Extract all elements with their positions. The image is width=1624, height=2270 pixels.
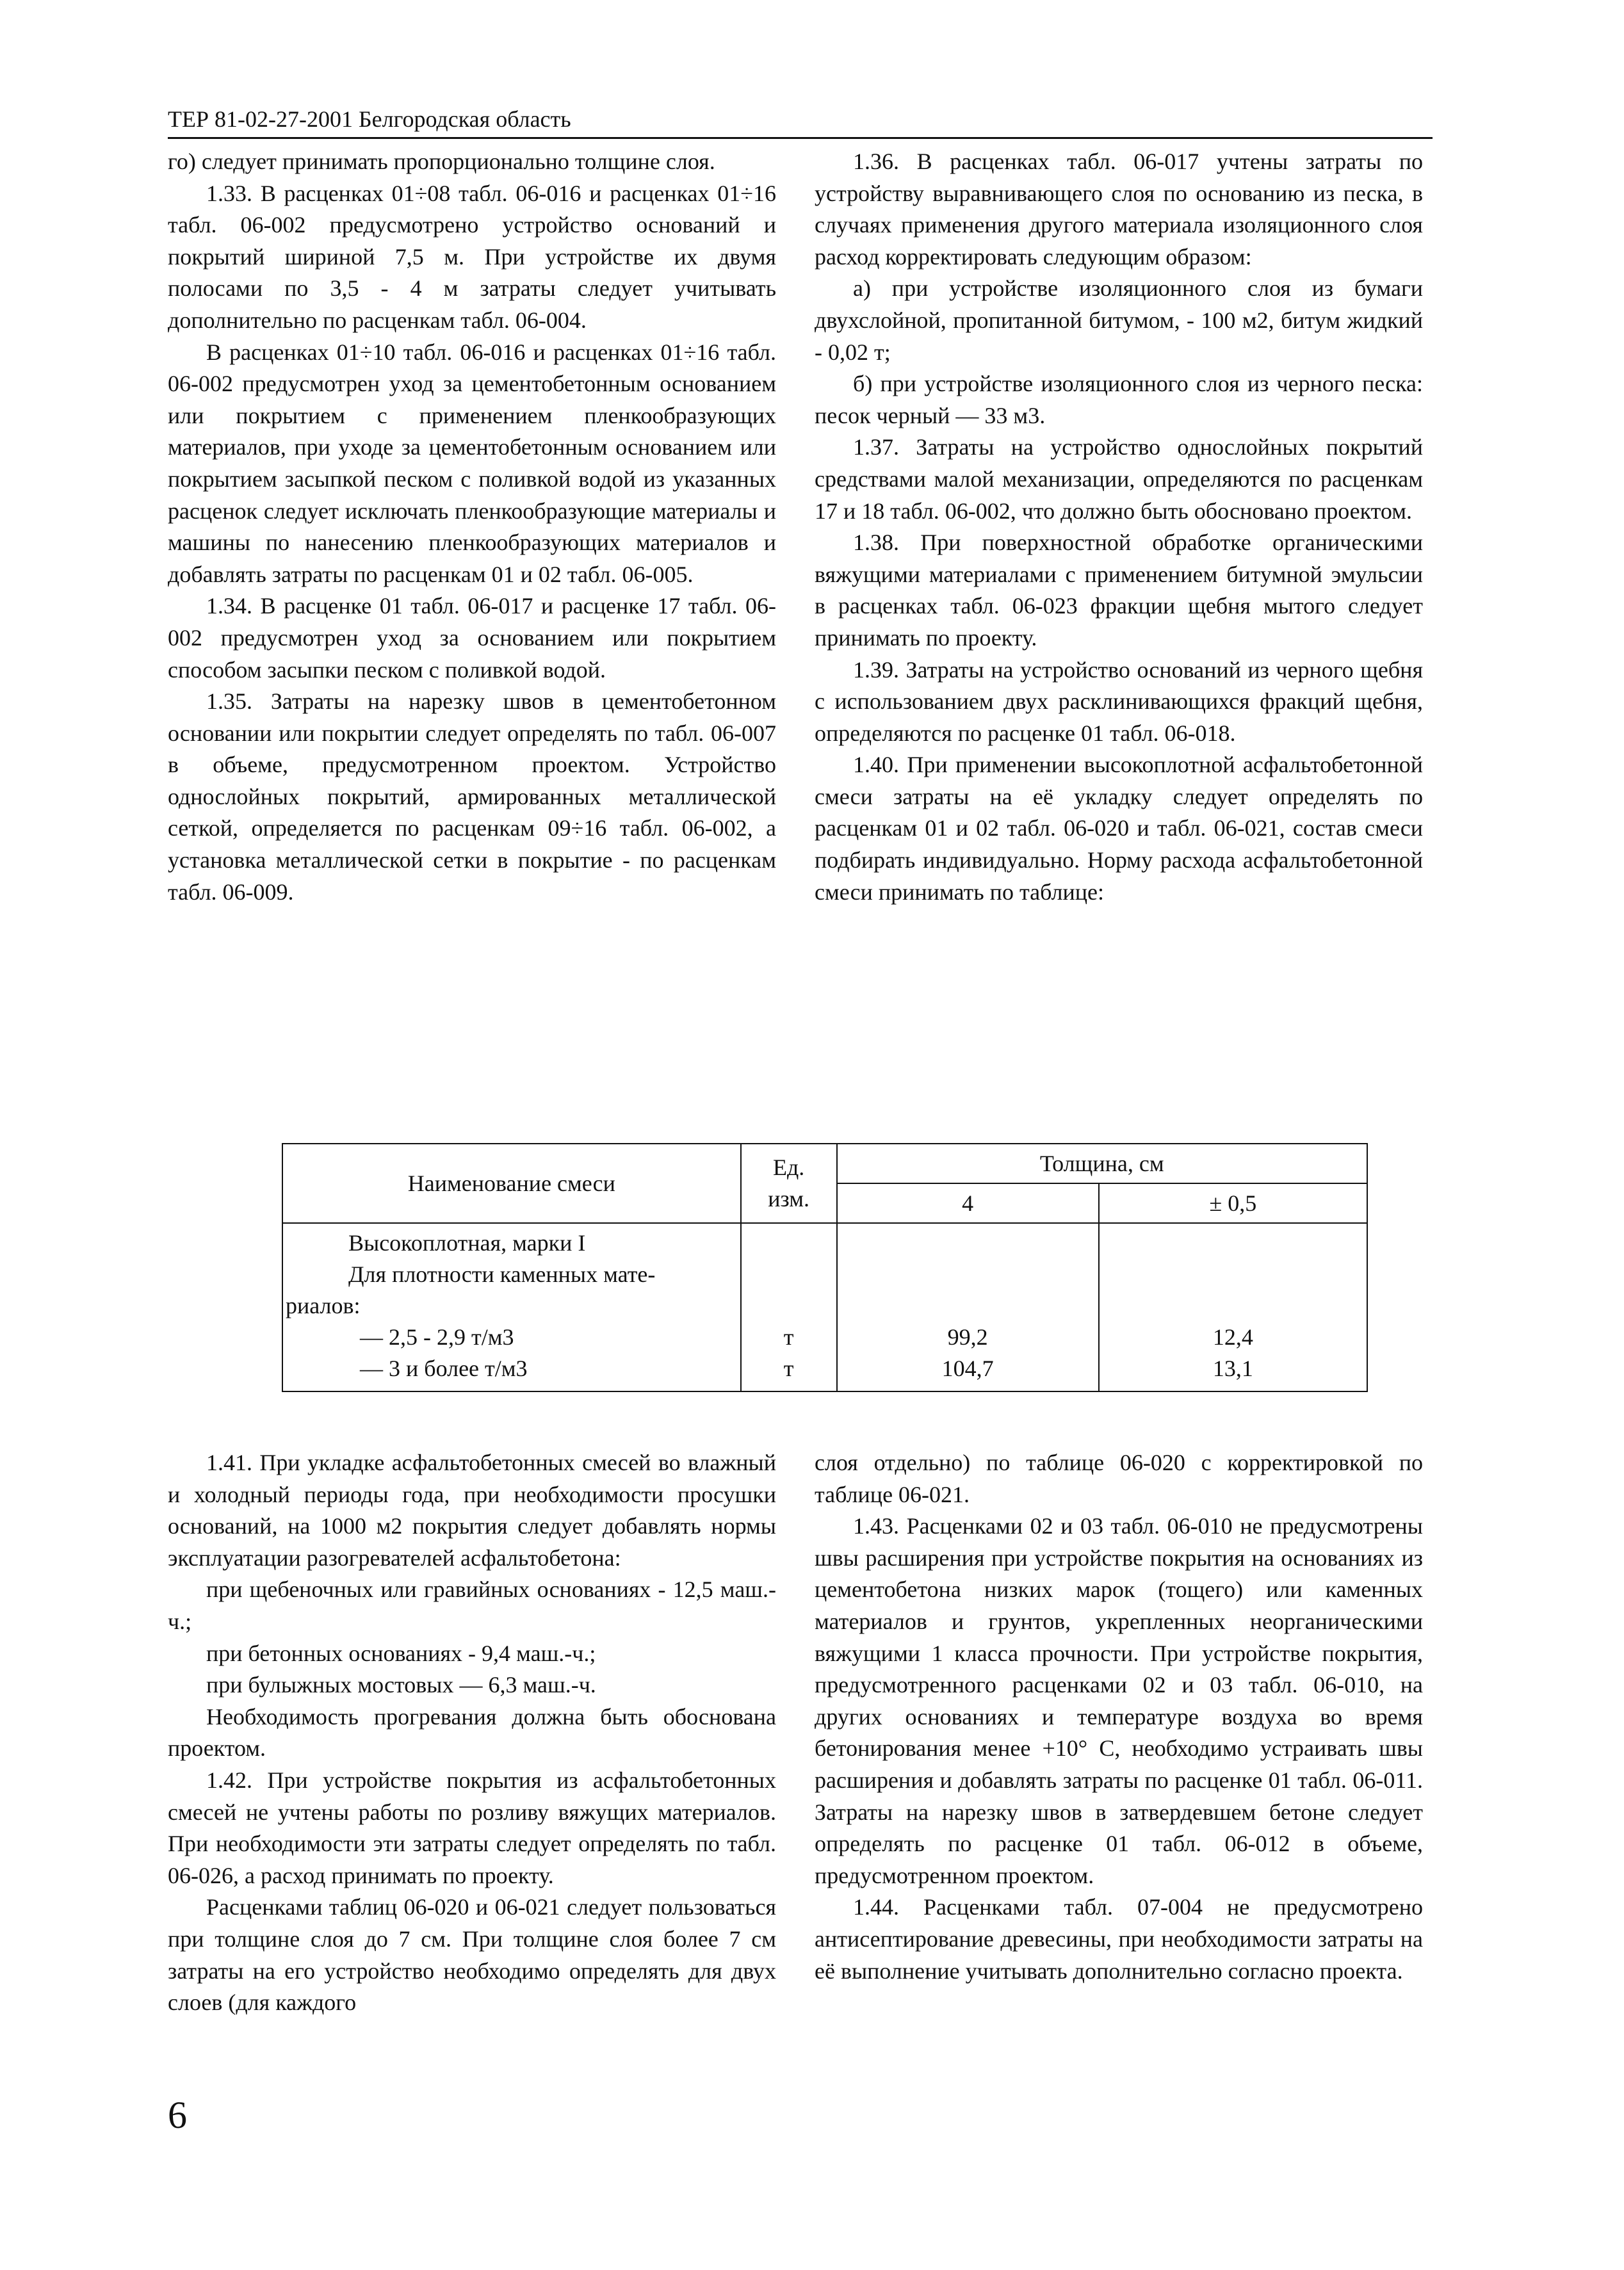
header-thickness: Толщина, см [837,1144,1367,1183]
mix-row-label: — 3 и более т/м3 [360,1356,528,1381]
page-number: 6 [168,2094,187,2136]
paragraph: 1.36. В расценках табл. 06-017 учтены затраты по устройству выравнивающего слоя по основанию из песка, в случаях применения другого материала изоляционного слоя расход корректировать следующим образом: [815,149,1423,270]
mix-row-value-pm: 13,1 [1212,1356,1253,1381]
group-title: Высокоплотная, марки I [348,1230,586,1256]
column-2-top [815,146,1423,908]
paragraph: 1.40. При применении высокоплотной асфальтобетонной смеси затраты на её укладку следует определять по расценкам 01 и 02 табл. 06-020 и табл. 06-021, состав смеси подбирать индивидуально. Норму расхода асфальтобетонной смеси принимать по таблице: [815,752,1423,905]
header-thickness-pm: ± 0,5 [1099,1183,1367,1223]
paragraph: 1.33. В расценках 01÷08 табл. 06-016 и расценках 01÷16 табл. 06-002 предусмотрено устройство оснований и покрытий шириной 7,5 м. При устройстве их двумя полосами по 3,5 - 4 м затраты следует учитывать дополнительно по расценкам табл. 06-004. [168,180,776,333]
column-1-bottom [168,1447,776,2019]
mix-row-value-4: 104,7 [941,1356,994,1381]
mix-row-unit: т [783,1356,794,1381]
paragraph: Необходимость прогревания должна быть обоснована проектом. [168,1703,776,1762]
paragraph: 1.44. Расценками табл. 07-004 не предусмотрено антисептирование древесины, при необходимости затраты на её выполнение учитывать дополнительно согласно проекта. [815,1894,1423,1984]
group-subtitle-text: Для плотности каменных мате- [348,1261,656,1287]
header-thickness-4: 4 [837,1183,1099,1223]
paragraph: 1.34. В расценке 01 табл. 06-017 и расценке 17 табл. 06-002 предусмотрен уход за основанием или покрытием способом засыпки песком с поливкой водой. [168,593,776,683]
paragraph: В расценках 01÷10 табл. 06-016 и расценках 01÷16 табл. 06-002 предусмотрен уход за цементобетонным основанием или покрытием с применением пленкообразующих материалов, при уходе за цементобетонным основанием или покрытием засыпкой песком с поливкой водой из указанных расценок следует исключать пленкообразующие материалы и машины по нанесению пленкообразующих материалов и добавлять затраты по расценкам 01 и 02 табл. 06-005. [168,339,776,587]
thickness-4-cell [837,1223,1099,1391]
paragraph: при булыжных мостовых — 6,3 маш.-ч. [206,1672,596,1698]
paragraph: го) следует принимать пропорционально толщине слоя. [168,149,715,174]
mix-row-value-pm: 12,4 [1212,1324,1253,1350]
group-subtitle-line-2: риалов: [286,1293,361,1318]
paragraph: 1.39. Затраты на устройство оснований из черного щебня с использованием двух расклинивающихся фракций щебня, определяются по расценке 01 табл. 06-018. [815,656,1423,746]
mix-names-cell [282,1223,741,1391]
paragraph: Расценками таблиц 06-020 и 06-021 следует пользоваться при толщине слоя до 7 см. При толщине слоя более 7 см затраты на его устройство необходимо определять для двух слоев (для каждого [168,1894,776,2016]
paragraph: при бетонных основаниях - 9,4 маш.-ч.; [206,1640,596,1666]
thickness-pm-cell [1099,1223,1367,1391]
paragraph: а) при устройстве изоляционного слоя из бумаги двухслойной, пропитанной битумом, - 100 м2, битум жидкий - 0,02 т; [815,275,1423,365]
paragraph: б) при устройстве изоляционного слоя из черного песка: песок черный — 33 м3. [815,371,1423,428]
column-1-top [168,146,776,908]
paragraph: 1.38. При поверхностной обработке органическими вяжущими материалами с применением битумной эмульсии в расценках табл. 06-023 фракции щебня мытого следует принимать по проекту. [815,530,1423,651]
paragraph: слоя отдельно) по таблице 06-020 с корректировкой по таблице 06-021. [815,1450,1423,1507]
mix-row-value-4: 99,2 [947,1324,988,1350]
running-header: ТЕР 81-02-27-2001 Белгородская область [168,102,1433,139]
paragraph: 1.35. Затраты на нарезку швов в цементобетонном основании или покрытии следует определять по табл. 06-007 в объеме, предусмотренном проектом. Устройство однослойных покрытий, армированных металлической сеткой, определяется по расценкам 09÷16 табл. 06-002, а установка металлической сетки в покрытие - по расценкам табл. 06-009. [168,688,776,905]
header-unit-line-1: Ед. [772,1155,805,1180]
paragraph: при щебеночных или гравийных основаниях - 12,5 маш.-ч.; [168,1577,776,1634]
mix-row-unit: т [783,1324,794,1350]
asphalt-mix-table [282,1143,1368,1392]
header-unit [741,1144,837,1223]
paragraph: 1.43. Расценками 02 и 03 табл. 06-010 не предусмотрены швы расширения при устройстве покрытия на основаниях из цементобетона низких марок (тощего) или каменных материалов и грунтов, укрепленных неорганическими вяжущими 1 класса прочности. При устройстве покрытия, предусмотренного расценками 02 и 03 табл. 06-010, на других основаниях и температуре воздуха во время бетонирования менее +10° С, необходимо устраивать швы расширения и добавлять затраты по расценке 01 табл. 06-011. Затраты на нарезку швов в затвердевшем бетоне следует определять по расценке 01 табл. 06-012 в объеме, предусмотренном проектом. [815,1513,1423,1888]
group-subtitle-line-1 [283,1259,740,1290]
header-unit-line-2: изм. [768,1186,809,1212]
paragraph: 1.42. При устройстве покрытия из асфальтобетонных смесей не учтены работы по розливу вяжущих материалов. При необходимости эти затраты следует определять по табл. 06-026, а расход принимать по проекту. [168,1767,776,1888]
mix-row-label: — 2,5 - 2,9 т/м3 [360,1324,514,1350]
unit-cell [741,1223,837,1391]
paragraph: 1.41. При укладке асфальтобетонных смесей во влажный и холодный периоды года, при необходимости просушки оснований, на 1000 м2 покрытия следует добавлять нормы эксплуатации разогревателей асфальтобетона: [168,1450,776,1571]
header-mix-name: Наименование смеси [282,1144,741,1223]
column-2-bottom [815,1447,1423,1987]
paragraph: 1.37. Затраты на устройство однослойных покрытий средствами малой механизации, определяются по расценкам 17 и 18 табл. 06-002, что должно быть обосновано проектом. [815,434,1423,524]
